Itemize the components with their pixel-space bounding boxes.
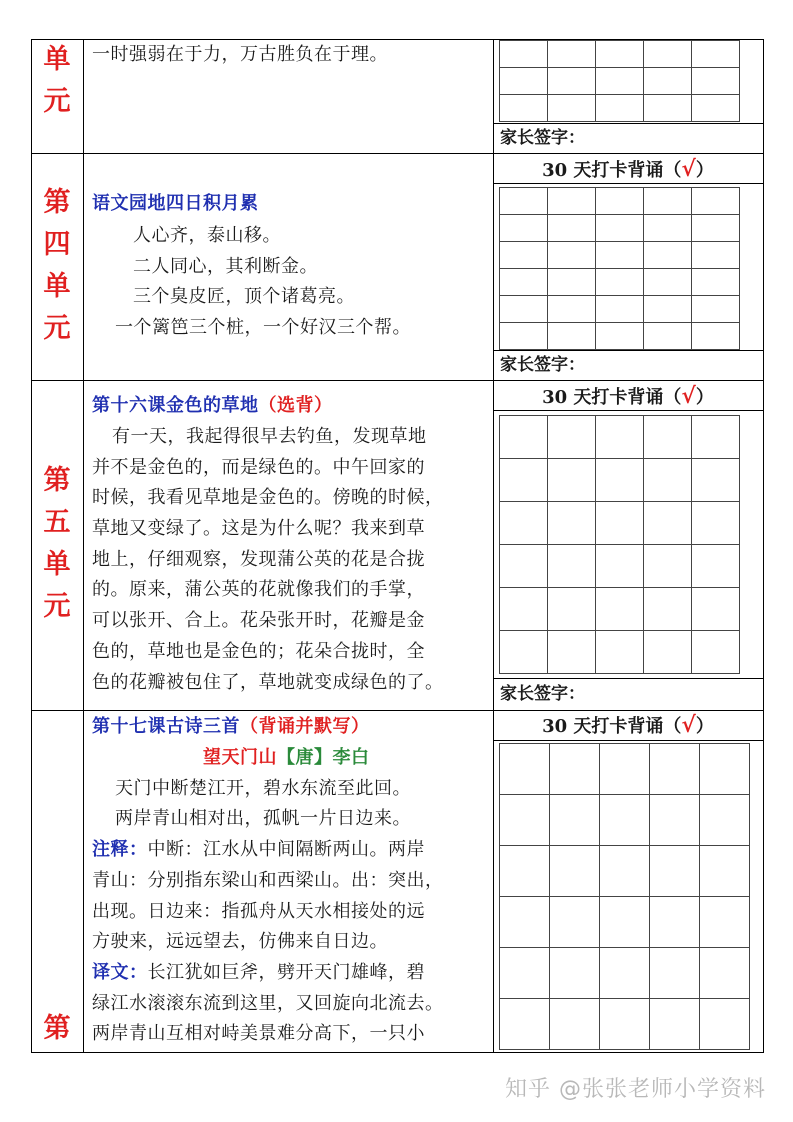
unit-label-char: 元 [43, 86, 71, 117]
unit5-heading [92, 391, 333, 421]
poem-line: 天门中断楚江开，碧水东流至此回。 [115, 778, 411, 799]
unit-label-char: 四 [43, 229, 71, 260]
side-separator [493, 678, 764, 679]
passage-line: 地上，仔细观察，发现蒲公英的花是合拢 [92, 549, 425, 570]
lesson-note: （选背） [258, 395, 333, 416]
checkin-label: 30 天打卡背诵（ [542, 160, 682, 181]
table-divider-label [83, 39, 84, 1052]
unit6-heading [92, 712, 370, 742]
passage-line: 色的，草地也是金色的；花朵合拢时，全 [92, 641, 425, 662]
check-mark-icon: √ [681, 383, 696, 409]
poem-title-line [203, 743, 370, 773]
unit4-heading: 语文园地四日积月累 [92, 193, 259, 214]
poem-dynasty: 【唐】 [277, 747, 333, 768]
unit-label-char: 单 [43, 271, 71, 302]
checkin-label: 30 天打卡背诵（ [542, 716, 682, 737]
unit-label-char: 元 [43, 591, 71, 622]
check-mark-icon: √ [681, 712, 696, 738]
proverb-line: 二人同心，其利断金。 [133, 256, 318, 277]
parent-signature-label: 家长签字： [500, 355, 585, 375]
writing-grid[interactable] [499, 415, 740, 674]
translation-text: 长江犹如巨斧，劈开天门雄峰，碧 [147, 962, 425, 983]
check-mark-icon: √ [681, 156, 696, 182]
unit-label-char: 第 [43, 1013, 71, 1044]
watermark: 知乎 @张张老师小学资料 [505, 1077, 766, 1102]
poem-title: 望天门山 [203, 747, 277, 768]
table-divider-content [493, 39, 494, 1052]
parent-signature-label: 家长签字： [500, 128, 585, 148]
notes-line: 青山：分别指东梁山和西梁山。出：突出， [92, 870, 444, 891]
writing-grid[interactable] [499, 40, 740, 122]
unit-label-char: 单 [43, 549, 71, 580]
translation-line: 绿江水滚滚东流到这里，又回旋向北流去。 [92, 993, 444, 1014]
lesson-title: 第十七课古诗三首 [92, 716, 240, 737]
checkin-header [494, 711, 762, 741]
passage-line: 可以张开、合上。花朵张开时，花瓣是金 [92, 610, 425, 631]
unit-label-char: 元 [43, 313, 71, 344]
unit-label-char: 单 [43, 44, 71, 75]
side-separator [493, 350, 764, 351]
unit-label-char: 第 [43, 465, 71, 496]
row-divider [31, 153, 764, 154]
lesson-note: （背诵并默写） [240, 716, 370, 737]
side-separator [493, 123, 764, 124]
parent-signature-label: 家长签字： [500, 684, 585, 704]
writing-grid[interactable] [499, 743, 750, 1050]
notes-line: 方驶来，远远望去，仿佛来自日边。 [92, 931, 388, 952]
passage-line: 的。原来，蒲公英的花就像我们的手掌， [92, 579, 425, 600]
notes-line: 出现。日边来：指孤舟从天水相接处的远 [92, 901, 425, 922]
checkin-header [494, 382, 762, 412]
checkin-close: ） [695, 716, 714, 737]
table-border-right [763, 39, 764, 1052]
poem-line: 两岸青山相对出，孤帆一片日边来。 [115, 808, 411, 829]
proverb-line: 一个篱笆三个桩，一个好汉三个帮。 [115, 317, 411, 338]
passage-line: 色的花瓣被包住了，草地就变成绿色的了。 [92, 672, 444, 693]
unit-label-char: 第 [43, 187, 71, 218]
passage-line: 时候，我看见草地是金色的。傍晚的时候， [92, 487, 444, 508]
unit3-text: 一时强弱在于力，万古胜负在于理。 [92, 44, 388, 65]
notes-label: 注释： [92, 839, 148, 860]
translation-label: 译文： [92, 962, 148, 983]
proverb-line: 三个臭皮匠，顶个诸葛亮。 [133, 286, 355, 307]
table-border-bottom [31, 1052, 764, 1053]
translation-line [92, 958, 425, 988]
checkin-close: ） [695, 160, 714, 181]
passage-line: 有一天，我起得很早去钓鱼，发现草地 [112, 426, 427, 447]
unit-label-char: 五 [43, 507, 71, 538]
translation-line: 两岸青山互相对峙美景难分高下，一只小 [92, 1023, 425, 1044]
writing-grid[interactable] [499, 187, 740, 350]
notes-line [92, 835, 425, 865]
passage-line: 草地又变绿了。这是为什么呢？我来到草 [92, 518, 425, 539]
passage-line: 并不是金色的，而是绿色的。中午回家的 [92, 457, 425, 478]
checkin-label: 30 天打卡背诵（ [542, 387, 682, 408]
proverb-line: 人心齐，泰山移。 [133, 225, 281, 246]
row-divider [31, 380, 764, 381]
checkin-close: ） [695, 387, 714, 408]
poem-author: 李白 [332, 747, 370, 768]
notes-text: 中断：江水从中间隔断两山。两岸 [147, 839, 425, 860]
checkin-header [494, 155, 762, 185]
lesson-title: 第十六课金色的草地 [92, 395, 259, 416]
